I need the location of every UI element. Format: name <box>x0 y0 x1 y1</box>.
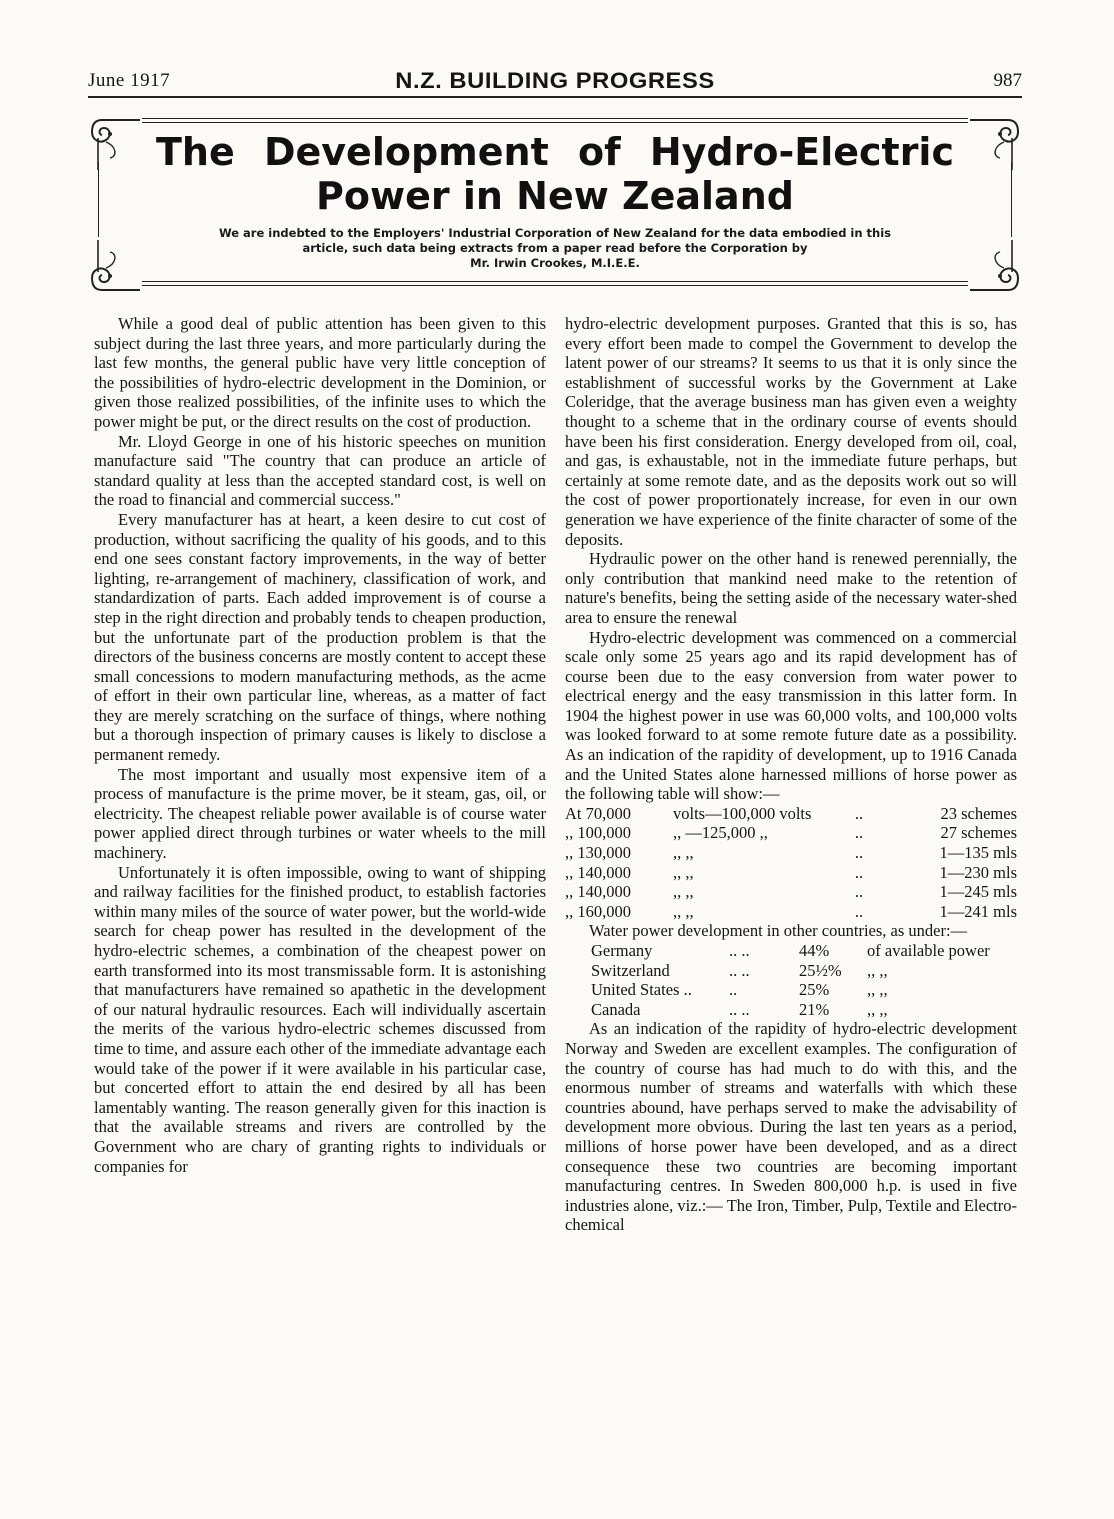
article-title <box>148 130 962 218</box>
voltage-from: ,, 140,000 <box>565 882 631 902</box>
header-rule <box>88 96 1022 98</box>
voltage-to: ,, —125,000 ,, <box>673 823 768 843</box>
paragraph: Every manufacturer has at heart, a keen desire to cut cost of production, without sacrificing the quality of his goods, and to this end one sees constant factory improvements, in the way of better lighting, re-arrangement of machinery, classification of work, and standardization of parts. Each added improvement is of course a step in the right direction and probably tends to cheapen production, but the unfortunate part of the production problem is that the directors of the business concerns are mostly content to accept these small concessions to modern manufacturing methods, as the acme of effort in their own particular line, whereas, as a matter of fact they are merely scratching on the surface of things, where nothing but a thorough inspection of primary causes is likely to disclose a permanent remedy. <box>94 509 546 765</box>
scroll-ornament-icon <box>964 116 1022 174</box>
leader-dots: .. <box>854 901 864 921</box>
paragraph: Hydraulic power on the other hand is renewed perennially, the only contribution that mankind need make to the retention of nature's benefits, being the setting aside of the necessary water-shed area to ensure the renewal <box>565 549 1017 627</box>
voltage-from: ,, 140,000 <box>565 862 631 882</box>
paragraph: As an indication of the rapidity of hydro-electric development Norway and Sweden are excellent examples. The configuration of the country of course has had much to do with this, and the enormous number of streams and waterfalls with which these countries abound, have perhaps served to make the advisability of development more obvious. During the last ten years as a period, millions of horse power have been developed, and as a direct consequence these two countries are becoming important manufacturing centres. In Sweden 800,000 h.p. is used in five industries alone, viz.:— The Iron, Timber, Pulp, Textile and Electro-chemical <box>565 1019 1017 1235</box>
voltage-to: ,, ,, <box>673 882 694 902</box>
paragraph: Water power development in other countries, as under:— <box>589 921 968 941</box>
title-line: Power in New Zealand <box>316 174 794 218</box>
journal-title: N.Z. BUILDING PROGRESS <box>395 68 715 93</box>
leader-dots: .. .. <box>729 960 750 980</box>
scroll-ornament-icon <box>964 236 1022 294</box>
voltage-to: volts—100,000 volts <box>673 803 812 823</box>
issue-date: June 1917 <box>88 70 171 91</box>
voltage-result: 27 schemes <box>940 823 1017 843</box>
frame-rule <box>142 118 968 119</box>
paragraph: Hydro-electric development was commenced on a commercial scale only some 25 years ago and its rapid development has of course been due to the easy conversion from water power to electrical energy and the easy transmission in this latter form. In 1904 the highest power in use was 60,000 volts, and 100,000 volts was looked forward to at some remote future date as a possibility. As an indication of the rapidity of development, up to 1916 Canada and the United States alone harnessed millions of horse power as the following table will show:— <box>565 627 1017 804</box>
voltage-from: At 70,000 <box>565 803 631 823</box>
voltage-to: ,, ,, <box>673 843 694 863</box>
paragraph: While a good deal of public attention has been given to this subject during the last three years, and more particularly during the last few months, the general public have very little conception of the possibilities of hydro-electric development in the Dominion, or given those realized possibilities, of the infinite uses to which the power might be put, or the direct results on the cost of production. <box>94 314 546 431</box>
voltage-result: 1—241 mls <box>939 901 1017 921</box>
voltage-from: ,, 100,000 <box>565 823 631 843</box>
country-note: ,, ,, <box>867 980 888 1000</box>
title-frame <box>88 112 1022 294</box>
running-head <box>88 68 1022 96</box>
voltage-result: 23 schemes <box>940 803 1017 823</box>
leader-dots: .. <box>854 803 864 823</box>
country-percent: 25½% <box>799 960 842 980</box>
paragraph: Unfortunately it is often impossible, owing to want of shipping and railway facilities for the finished product, to establish factories within many miles of the source of water power, but the world-wide search for cheap power has resulted in the development of the hydro-electric schemes, a combination of the cheapest power on earth transformed into its most transmissable form. It is astonishing that manufacturers have remained so apathetic in the development of our natural hydraulic resources. Each will individually ascertain the merits of the various hydro-electric schemes discussed from time to time, and assure each other of the immediate advantage each would take of the power if it were available in his particular case, but concerted effort to attain the end desired by all has been lamentably wanting. The reason generally given for this inaction is that the available streams and rivers are controlled by the Government who are chary of granting rights to individuals or companies for <box>94 862 546 1176</box>
leader-dots: .. <box>854 882 864 902</box>
page-number: 987 <box>993 70 1022 91</box>
text-column-left <box>94 314 546 1176</box>
paragraph: The most important and usually most expensive item of a process of manufacture is the prime mover, be it steam, gas, oil, or electricity. The cheapest reliable power available is of course water power applied direct through turbines or water wheels to the mill machinery. <box>94 764 546 863</box>
table-row <box>565 902 1017 922</box>
voltage-to: ,, ,, <box>673 862 694 882</box>
credit-line: Mr. Irwin Crookes, M.I.E.E. <box>470 256 640 270</box>
leader-dots: .. .. <box>729 941 750 960</box>
credit-line: article, such data being extracts from a paper read before the Corporation by <box>302 241 808 255</box>
voltage-result: 1—245 mls <box>939 882 1017 902</box>
leader-dots: .. <box>729 980 738 1000</box>
leader-dots: .. <box>854 843 864 863</box>
leader-dots: .. .. <box>729 999 750 1019</box>
country-name: United States .. <box>591 980 692 1000</box>
table-row <box>591 961 990 981</box>
table-row <box>565 804 1017 824</box>
country-note: of available power <box>867 941 990 960</box>
country-name: Germany <box>591 941 653 960</box>
country-percent: 21% <box>799 999 830 1019</box>
country-name: Canada <box>591 999 641 1019</box>
leader-dots: .. <box>854 823 864 843</box>
table-row <box>565 823 1017 843</box>
voltage-table <box>565 804 1017 922</box>
table-row <box>591 941 990 961</box>
frame-rule <box>142 122 968 123</box>
voltage-from: ,, 160,000 <box>565 901 631 921</box>
country-name: Switzerland <box>591 960 670 980</box>
scroll-ornament-icon <box>88 236 146 294</box>
text-column-right <box>565 314 1017 1235</box>
voltage-to: ,, ,, <box>673 901 694 921</box>
article-credit <box>168 226 942 271</box>
table-row <box>565 882 1017 902</box>
leader-dots: .. <box>854 862 864 882</box>
voltage-from: ,, 130,000 <box>565 843 631 863</box>
paragraph: hydro-electric development purposes. Granted that this is so, has every effort been made to compel the Government to develop the latent power of our streams? It seems to us that it is only since the establishment of successful works by the Government at Lake Coleridge, that the average business man has given even a weighty thought to a scheme that in the ordinary course of events should have been his first consideration. Energy developed from oil, coal, and gas, is exhaustable, not in the immediate future perhaps, but certainly at some remote date, and as the deposits work out so will the cost of power proportionately increase, for even in our own generation we have experience of the finite character of some of the deposits. <box>565 314 1017 549</box>
country-note: ,, ,, <box>867 960 888 980</box>
country-percent: 25% <box>799 980 830 1000</box>
title-line: The Development of Hydro-Electric <box>156 130 954 174</box>
scroll-ornament-icon <box>88 116 146 174</box>
voltage-result: 1—135 mls <box>939 843 1017 863</box>
frame-rule <box>142 281 968 282</box>
voltage-result: 1—230 mls <box>939 862 1017 882</box>
table-row <box>591 1000 990 1020</box>
table-row <box>565 863 1017 883</box>
frame-rule <box>142 285 968 286</box>
country-percent: 44% <box>799 941 830 960</box>
table-row <box>591 980 990 1000</box>
paragraph: Mr. Lloyd George in one of his historic speeches on munition manufacture said "The country that can produce an article of standard quality at less than the accepted standard cost, is well on the road to financial and commercial success." <box>94 431 546 510</box>
credit-line: We are indebted to the Employers' Industrial Corporation of New Zealand for the data embodied in this <box>218 226 892 240</box>
country-note: ,, ,, <box>867 999 888 1019</box>
table-row <box>565 843 1017 863</box>
country-table <box>591 941 990 1019</box>
